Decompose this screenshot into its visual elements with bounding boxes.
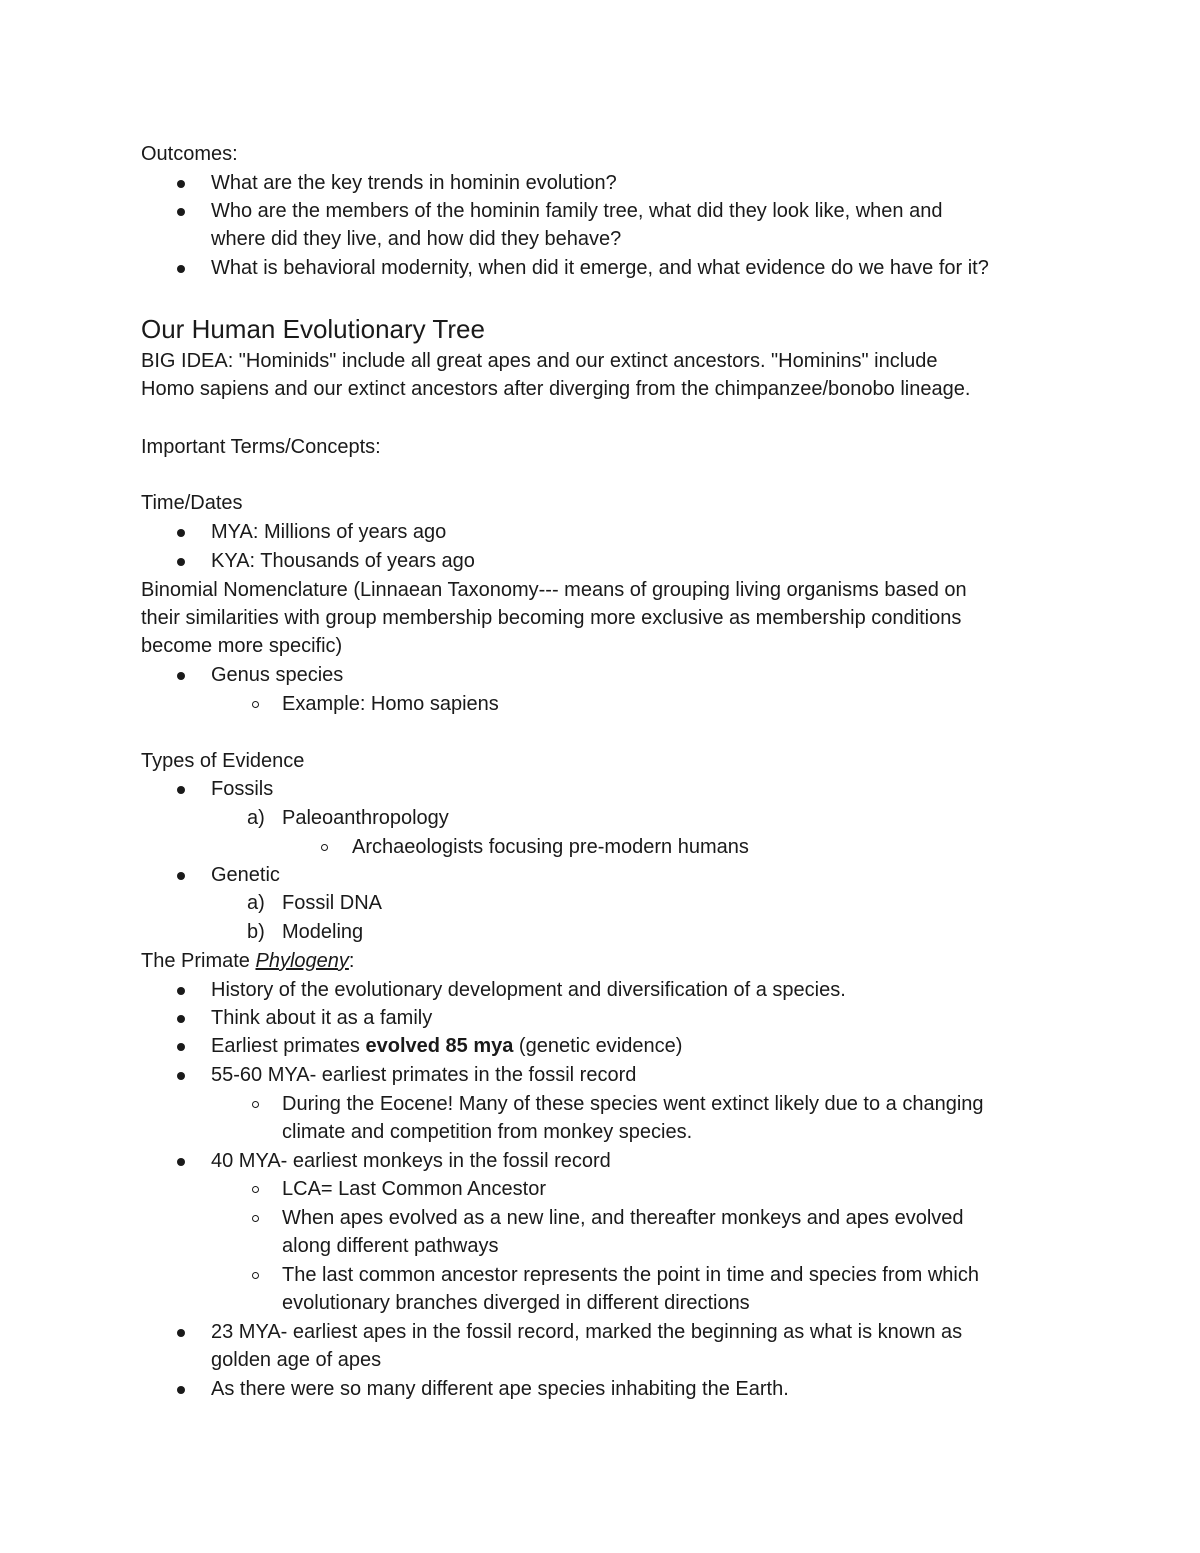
bullet-icon: [177, 1072, 185, 1080]
bullet-icon: [177, 265, 185, 273]
bullet-icon: [177, 987, 185, 995]
circle-bullet-icon: [252, 1101, 259, 1108]
list-marker: a): [247, 892, 265, 914]
bullet-icon: [177, 208, 185, 216]
section-title: Our Human Evolutionary Tree: [141, 314, 485, 344]
sub-list-item: Modeling: [282, 921, 364, 943]
sub-list-item: Paleoanthropology: [282, 807, 449, 829]
circle-bullet-icon: [321, 844, 328, 851]
sub-list-item: During the Eocene! Many of these species went extinct likely due to a changing: [282, 1093, 984, 1115]
binomial-line: their similarities with group membership becoming more exclusive as membership conditions: [141, 607, 962, 629]
bullet-icon: [177, 1015, 185, 1023]
list-item-continued: golden age of apes: [211, 1349, 382, 1371]
sub-list-item-continued: along different pathways: [282, 1235, 499, 1257]
sub-list-item: Example: Homo sapiens: [282, 693, 499, 715]
phylogeny-term: Phylogeny: [255, 950, 349, 972]
bullet-icon: [177, 786, 185, 794]
list-item: Genetic: [211, 864, 280, 886]
binomial-line: Binomial Nomenclature (Linnaean Taxonomy--- means of grouping living organisms based on: [141, 579, 967, 601]
sub-list-item: LCA= Last Common Ancestor: [282, 1178, 547, 1200]
phylogeny-label-suffix: :: [348, 950, 355, 972]
bullet-icon: [177, 1158, 185, 1166]
evidence-label: Types of Evidence: [141, 750, 305, 772]
list-item: 40 MYA- earliest monkeys in the fossil record: [211, 1150, 611, 1172]
earliest-suffix: (genetic evidence): [513, 1035, 683, 1057]
bullet-icon: [177, 529, 185, 537]
earliest-prefix: Earliest primates: [211, 1035, 366, 1057]
list-item: History of the evolutionary development and diversification of a species.: [211, 979, 846, 1001]
outcome-item: What is behavioral modernity, when did it emerge, and what evidence do we have for it?: [211, 257, 989, 279]
binomial-line: become more specific): [141, 635, 343, 657]
list-item: As there were so many different ape species inhabiting the Earth.: [211, 1378, 789, 1400]
outcome-item: Who are the members of the hominin family tree, what did they look like, when and: [211, 200, 943, 222]
bullet-icon: [177, 558, 185, 566]
list-item: MYA: Millions of years ago: [211, 521, 447, 543]
outcome-item-continued: where did they live, and how did they behave?: [211, 228, 622, 250]
list-item: 55-60 MYA- earliest primates in the fossil record: [211, 1064, 637, 1086]
outcomes-label: Outcomes:: [141, 143, 238, 165]
circle-bullet-icon: [252, 1186, 259, 1193]
time-dates-label: Time/Dates: [141, 492, 243, 514]
list-item: Think about it as a family: [211, 1007, 433, 1029]
terms-label: Important Terms/Concepts:: [141, 436, 381, 458]
circle-bullet-icon: [252, 701, 259, 708]
sub-list-item-continued: evolutionary branches diverged in different directions: [282, 1292, 750, 1314]
list-marker: b): [247, 921, 265, 943]
big-idea-line: Homo sapiens and our extinct ancestors after diverging from the chimpanzee/bonobo lineage.: [141, 378, 971, 400]
big-idea-line: BIG IDEA: "Hominids" include all great apes and our extinct ancestors. "Hominins" include: [141, 350, 938, 372]
earliest-bold: evolved 85 mya: [365, 1035, 514, 1057]
sub-list-item: When apes evolved as a new line, and thereafter monkeys and apes evolved: [282, 1207, 964, 1229]
list-item: 23 MYA- earliest apes in the fossil record, marked the beginning as what is known as: [211, 1321, 963, 1343]
circle-bullet-icon: [252, 1272, 259, 1279]
list-item: [211, 1032, 682, 1060]
list-item: Fossils: [211, 778, 274, 800]
list-item: KYA: Thousands of years ago: [211, 550, 475, 572]
phylogeny-label-prefix: The Primate: [141, 950, 256, 972]
bullet-icon: [177, 672, 185, 680]
sub-list-item: Fossil DNA: [282, 892, 383, 914]
phylogeny-label: [141, 947, 354, 975]
list-item: Genus species: [211, 664, 344, 686]
outcome-item: What are the key trends in hominin evolution?: [211, 172, 617, 194]
bullet-icon: [177, 1043, 185, 1051]
bullet-icon: [177, 1329, 185, 1337]
sub-sub-list-item: Archaeologists focusing pre-modern humans: [352, 836, 749, 858]
sub-list-item-continued: climate and competition from monkey species.: [282, 1121, 693, 1143]
bullet-icon: [177, 180, 185, 188]
list-marker: a): [247, 807, 265, 829]
bullet-icon: [177, 872, 185, 880]
bullet-icon: [177, 1386, 185, 1394]
circle-bullet-icon: [252, 1215, 259, 1222]
sub-list-item: The last common ancestor represents the point in time and species from which: [282, 1264, 979, 1286]
